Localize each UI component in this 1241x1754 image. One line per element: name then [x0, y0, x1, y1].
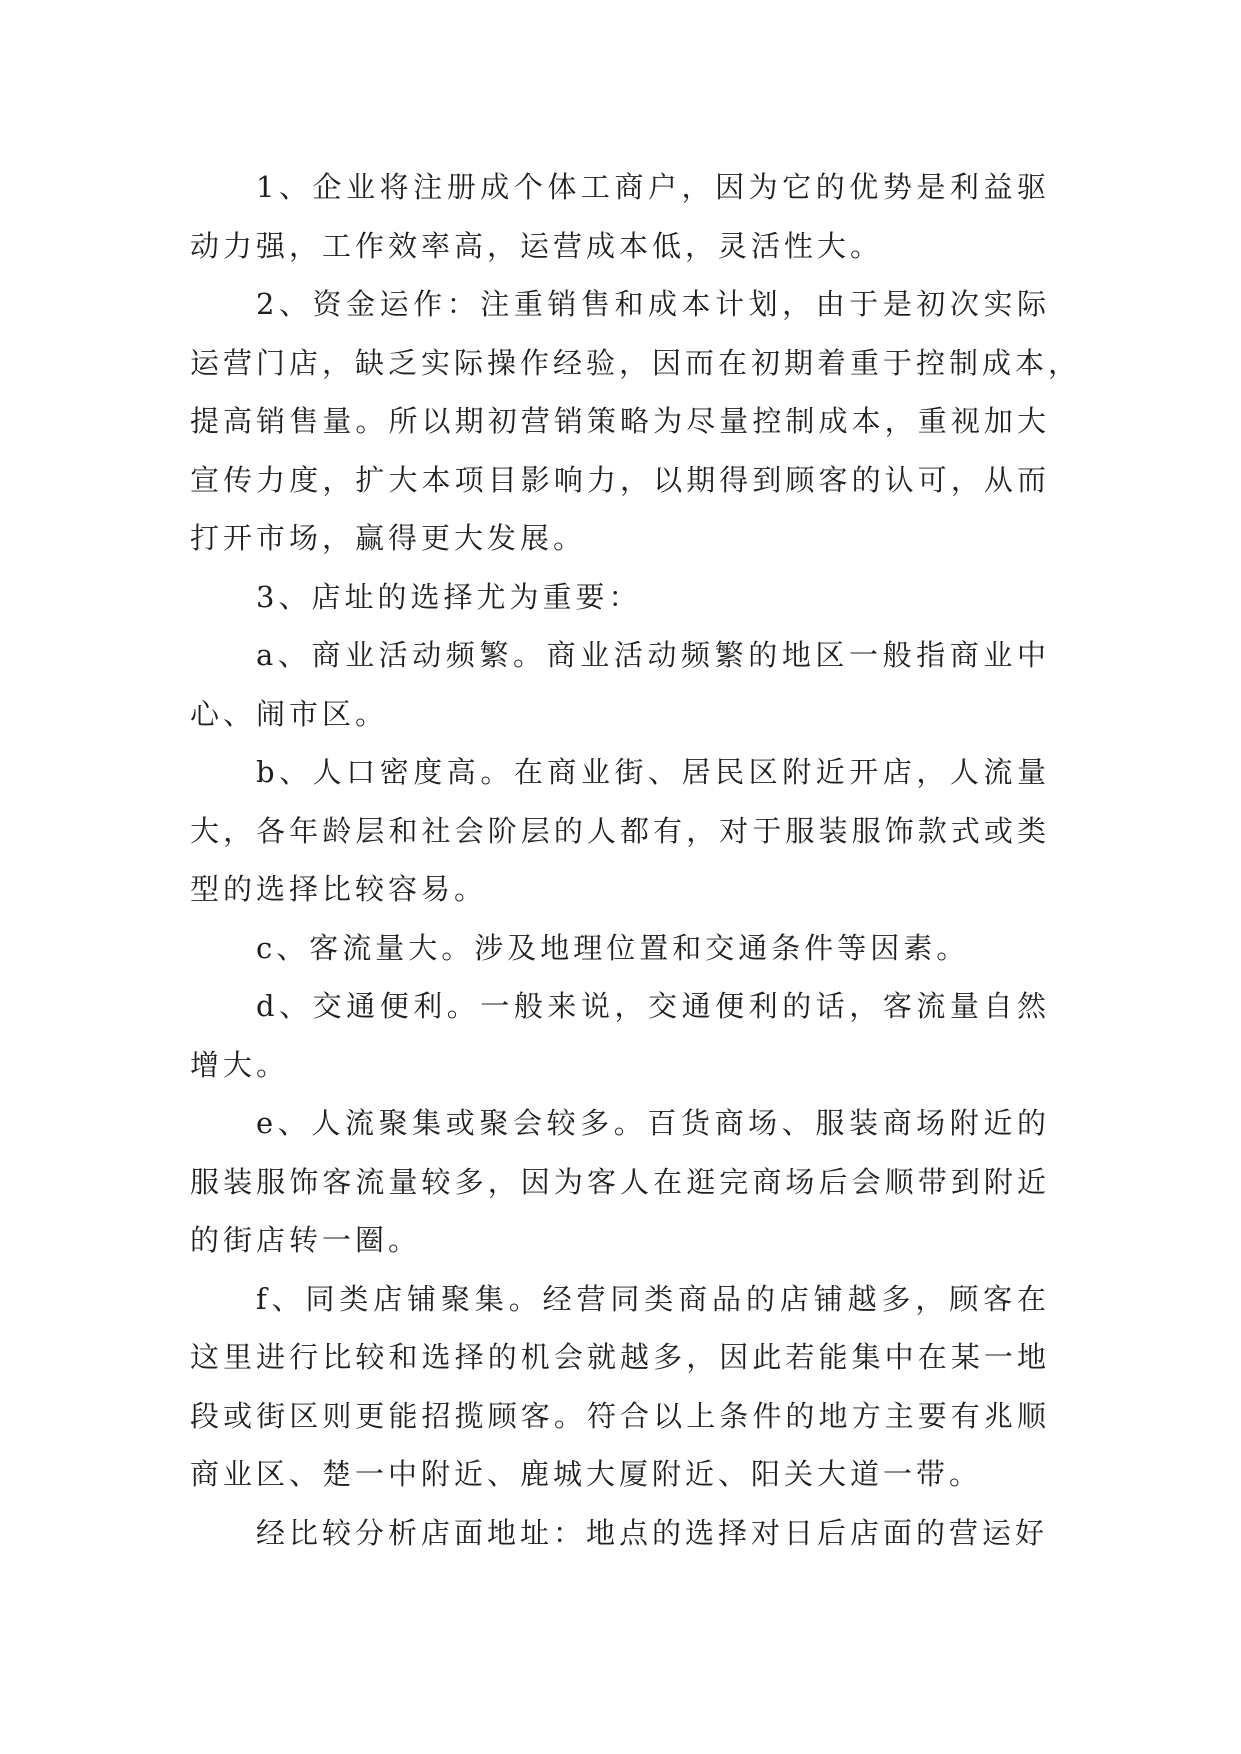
text-line: f、同类店铺聚集。经营同类商品的店铺越多，顾客在: [256, 1281, 1050, 1316]
text-line: 3、店址的选择尤为重要：: [256, 579, 642, 614]
paragraph-capital-operation: [190, 275, 1082, 568]
text-line: 1、企业将注册成个体工商户，因为它的优势是利益驱: [256, 170, 1050, 204]
text-line: 提高销售量。所以期初营销策略为尽量控制成本，重视加大: [190, 404, 1050, 438]
text-line: 增大。: [190, 1047, 290, 1082]
paragraph-item-a: [190, 626, 1050, 743]
text-line: 宣传力度，扩大本项目影响力，以期得到顾客的认可，从而: [190, 462, 1050, 497]
document-body: [190, 158, 1082, 1562]
text-line: 运营门店，缺乏实际操作经验，因而在初期着重于控制成本，: [190, 345, 1082, 380]
text-line: 打开市场，赢得更大发展。: [190, 521, 587, 555]
paragraph-item-e: [190, 1094, 1050, 1270]
paragraph-business-registration: [190, 158, 1050, 275]
paragraph-site-selection-heading: [190, 568, 1050, 627]
text-line: a、商业活动频繁。商业活动频繁的地区一般指商业中: [256, 638, 1050, 672]
paragraph-item-c: [190, 919, 1050, 978]
paragraph-location-analysis: [190, 1504, 1050, 1563]
text-line: 大，各年龄层和社会阶层的人都有，对于服装服饰款式或类: [190, 813, 1050, 848]
paragraph-item-f: [190, 1270, 1050, 1504]
text-line: e、人流聚集或聚会较多。百货商场、服装商场附近的: [256, 1106, 1050, 1140]
text-line: b、人口密度高。在商业街、居民区附近开店，人流量: [256, 755, 1050, 789]
text-line: d、交通便利。一般来说，交通便利的话，客流量自然: [256, 989, 1050, 1023]
paragraph-item-d: [190, 977, 1050, 1094]
text-line: 经比较分析店面地址：地点的选择对日后店面的营运好: [256, 1515, 1049, 1550]
text-line: 动力强，工作效率高，运营成本低，灵活性大。: [190, 228, 884, 263]
paragraph-item-b: [190, 743, 1050, 919]
text-line: 2、资金运作：注重销售和成本计划，由于是初次实际: [256, 287, 1050, 321]
text-line: 这里进行比较和选择的机会就越多，因此若能集中在某一地: [190, 1340, 1050, 1374]
text-line: 的街店转一圈。: [190, 1223, 422, 1257]
text-line: 服装服饰客流量较多，因为客人在逛完商场后会顺带到附近: [190, 1164, 1050, 1199]
text-line: 段或街区则更能招揽顾客。符合以上条件的地方主要有兆顺: [190, 1398, 1050, 1433]
text-line: 心、闹市区。: [190, 696, 389, 731]
text-line: 型的选择比较容易。: [190, 872, 488, 906]
text-line: 商业区、楚一中附近、鹿城大厦附近、阳关大道一带。: [190, 1457, 983, 1491]
text-line: c、客流量大。涉及地理位置和交通条件等因素。: [256, 930, 970, 965]
